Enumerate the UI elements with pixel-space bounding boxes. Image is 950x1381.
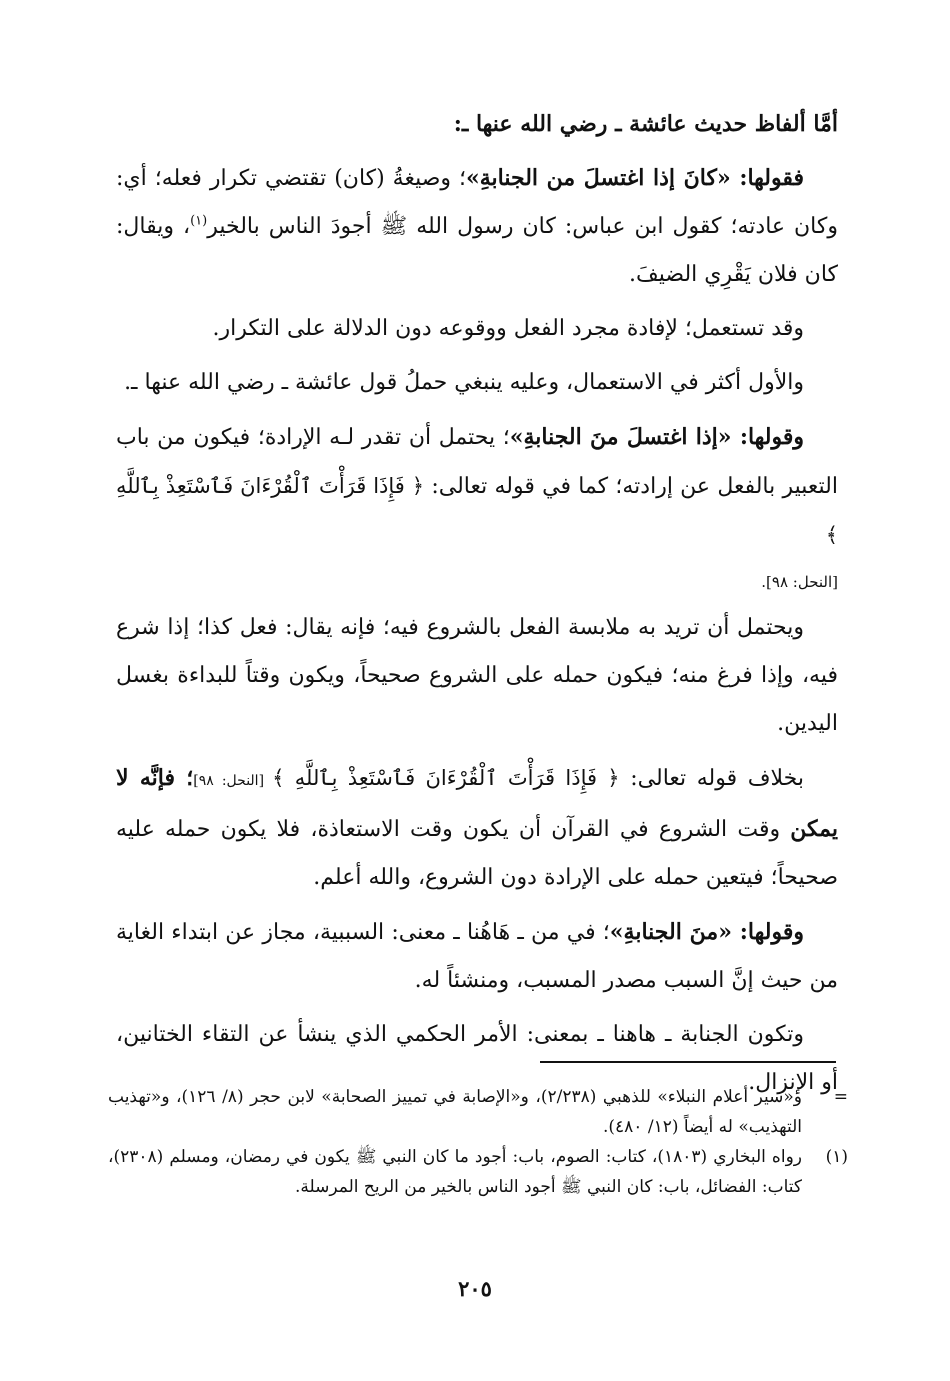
footnote-1 <box>108 1142 848 1202</box>
paragraph-3: والأول أكثر في الاستعمال، وعليه ينبغي حملُ قول عائشة ـ رضي الله عنها ـ. <box>124 370 804 395</box>
paragraph-7 <box>116 908 838 1005</box>
paragraph-6 <box>116 754 838 902</box>
quran-verse-1: ﴿ فَإِذَا قَرَأْتَ ٱلْقُرْءَانَ فَٱسْتَعِذْ بِٱللَّهِ ﴾ <box>116 474 838 547</box>
paragraph-1-text: ؛ وصيغةُ (كان) تقتضي تكرار فعله؛ أي: وكان عادته؛ كقول ابن عباس: كان رسول الله ﷺ أجودَ الناس بالخير <box>116 166 838 239</box>
verse-citation-1: [النحل: ٩٨]. <box>761 573 838 591</box>
section-heading: أمَّا ألفاظ حديث عائشة ـ رضي الله عنها ـ: <box>453 111 838 137</box>
quote-lead-1: فقولها: «كانَ إذا اغتسلَ من الجنابةِ» <box>466 165 805 191</box>
paragraph-2: وقد تستعمل؛ لإفادة مجرد الفعل ووقوعه دون الدلالة على التكرار. <box>212 316 804 341</box>
footnotes <box>108 1082 848 1202</box>
footnote-text: و«سير أعلام النبلاء» للذهبي (٢/٢٣٨)، و«الإصابة في تمييز الصحابة» لابن حجر (٨/ ١٢٦)، و«تهذيب التهذيب» له أيضاً (١٢/ ٤٨٠). <box>108 1087 802 1137</box>
quran-verse-2: ﴿ فَإِذَا قَرَأْتَ ٱلْقُرْءَانَ فَٱسْتَعِذْ بِٱللَّهِ ﴾ <box>272 766 620 790</box>
paragraph-5: ويحتمل أن تريد به ملابسة الفعل بالشروع فيه؛ فإنه يقال: فعل كذا؛ إذا شرع فيه، وإذا فرغ منه؛ فيكون حمله على الشروع صحيحاً، ويكون وقتاً للبداءة بغسل اليدين. <box>116 615 838 736</box>
footnote-continuation <box>108 1082 848 1142</box>
quote-lead-3: وقولها: «منَ الجنابةِ» <box>609 919 804 945</box>
paragraph-6-text: بخلاف قوله تعالى: <box>619 766 805 791</box>
main-text <box>116 100 838 1107</box>
footnote-marker: (١) <box>825 1147 848 1167</box>
paragraph-8: وتكون الجنابة ـ هاهنا ـ بمعنى: الأمر الحكمي الذي ينشأ عن التقاء الختانين، أو الإنزال. <box>116 1022 838 1095</box>
page-number: ٢٠٥ <box>458 1276 492 1301</box>
footnote-text: رواه البخاري (١٨٠٣)، كتاب: الصوم، باب: أجود ما كان النبي ﷺ يكون في رمضان، ومسلم (٢٣٠٨)، كتاب: الفضائل، باب: كان النبي ﷺ أجود الناس بالخير من الريح المرسلة. <box>108 1147 802 1197</box>
paragraph-1 <box>116 154 838 299</box>
footnote-marker: = <box>833 1087 848 1107</box>
paragraph-1-tail: ، ويقال: كان فلان يَقْرِي الضيفَ. <box>116 214 838 287</box>
paragraph-4-text: ؛ يحتمل أن تقدر لـه الإرادة؛ فيكون من باب التعبير بالفعل عن إرادته؛ كما في قوله تعالى: <box>116 425 838 499</box>
quote-lead-2: وقولها: «إذا اغتسلَ منَ الجنابةِ» <box>509 424 804 450</box>
footnote-separator <box>540 1061 836 1063</box>
verse-citation-2: [النحل: ٩٨] <box>193 773 273 789</box>
paragraph-7-text: ؛ في من ـ هَاهُنا ـ معنى: السببية، مجاز عن ابتداء الغاية من حيث إنَّ السبب مصدر المسبب، ومنشئاً له. <box>116 920 838 993</box>
paragraph-6-tail: وقت الشروع في القرآن أن يكون وقت الاستعاذة، فلا يكون حمله عليه صحيحاً؛ فيتعين حمله على الإرادة دون الشروع، والله أعلم. <box>116 817 838 890</box>
paragraph-6-emphasis: ؛ فإنَّه لا يمكن <box>116 765 838 842</box>
footnote-ref-1[interactable]: (١) <box>190 213 208 229</box>
paragraph-4 <box>116 413 838 560</box>
